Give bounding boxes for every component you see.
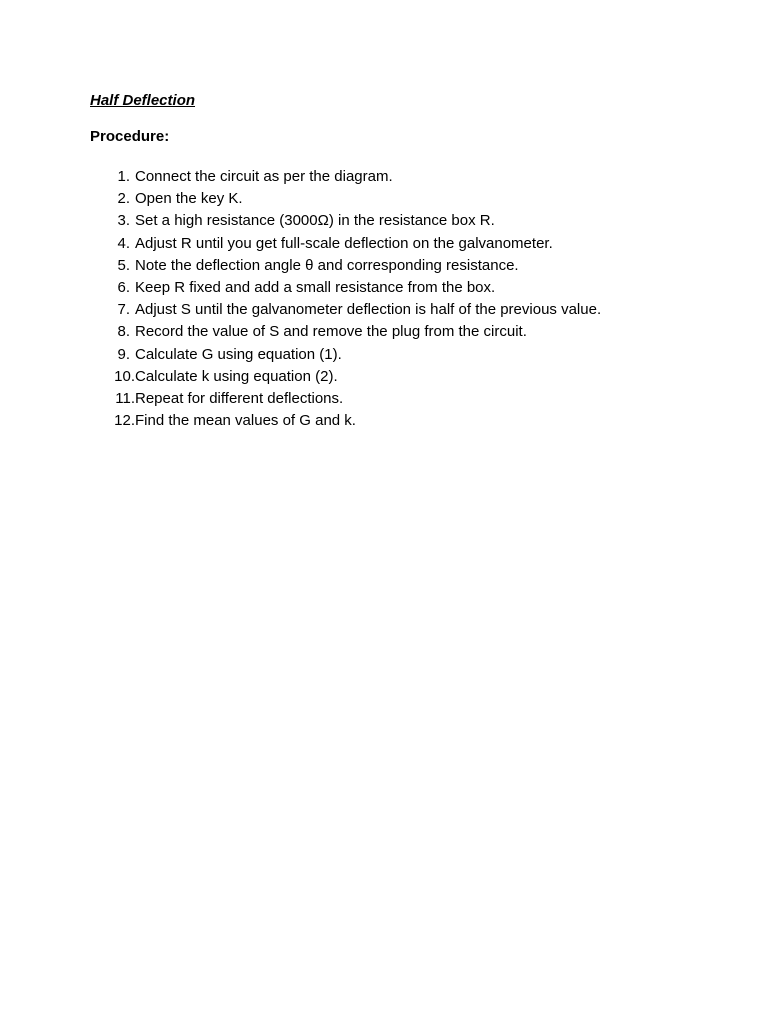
step-text: Find the mean values of G and k. xyxy=(135,412,356,430)
procedure-step xyxy=(90,321,601,343)
procedure-steps-list xyxy=(90,166,601,432)
step-text: Set a high resistance (3000Ω) in the resistance box R. xyxy=(135,212,495,230)
step-number: 10. xyxy=(114,367,135,385)
step-number: 1. xyxy=(117,168,130,185)
step-text: Connect the circuit as per the diagram. xyxy=(135,168,393,185)
procedure-step xyxy=(90,277,601,299)
procedure-step xyxy=(90,166,601,188)
procedure-step xyxy=(90,388,601,410)
step-number: 3. xyxy=(117,212,130,230)
step-text: Keep R fixed and add a small resistance from the box. xyxy=(135,278,496,296)
procedure-step xyxy=(90,299,601,321)
step-number: 8. xyxy=(117,323,130,341)
step-text: Open the key K. xyxy=(135,190,243,208)
step-text: Adjust S until the galvanometer deflection is half of the previous value. xyxy=(135,301,602,319)
step-number: 6. xyxy=(117,278,130,296)
procedure-step xyxy=(90,410,601,432)
step-text: Calculate G using equation (1). xyxy=(135,345,342,363)
step-text: Note the deflection angle θ and corresponding resistance. xyxy=(135,256,519,274)
step-number: 12. xyxy=(114,412,135,430)
procedure-step xyxy=(90,233,601,255)
procedure-step xyxy=(90,210,601,232)
step-text: Adjust R until you get full-scale deflection on the galvanometer. xyxy=(135,234,553,252)
step-number: 9. xyxy=(117,345,130,363)
procedure-step xyxy=(90,366,601,388)
step-text: Record the value of S and remove the plug from the circuit. xyxy=(135,323,527,341)
procedure-heading: Procedure: xyxy=(90,128,170,145)
step-text: Calculate k using equation (2). xyxy=(135,367,338,385)
procedure-step xyxy=(90,188,601,210)
step-number: 2. xyxy=(117,190,130,208)
step-text: Repeat for different deflections. xyxy=(135,389,344,407)
step-number: 7. xyxy=(117,301,130,319)
procedure-step xyxy=(90,255,601,277)
procedure-step xyxy=(90,344,601,366)
step-number: 5. xyxy=(117,256,130,274)
step-number: 11. xyxy=(115,389,135,407)
document-title: Half Deflection xyxy=(90,92,196,109)
step-number: 4. xyxy=(117,234,130,252)
